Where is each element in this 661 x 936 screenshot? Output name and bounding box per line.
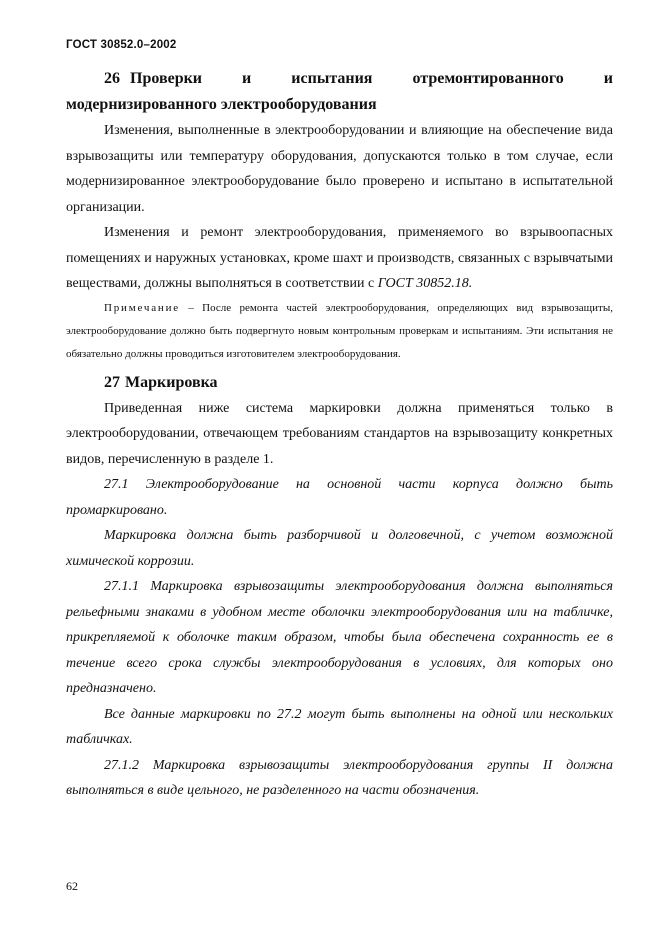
page-content xyxy=(66,66,613,804)
section-27-paragraph-1: Приведенная ниже система маркировки должна применяться только в электрооборудовании, отвечающем требованиям стандартов на взрывозащиту конкретных видов, перечисленную в разделе 1. xyxy=(66,400,613,467)
section-26-number: 26 xyxy=(104,70,120,87)
clause-27-1-1-continued: Все данные маркировки по 27.2 могут быть выполнены на одной или нескольких табличках. xyxy=(66,706,613,747)
clause-27-1-continued: Маркировка должна быть разборчивой и долговечной, с учетом возможной химической коррозии. xyxy=(66,528,613,569)
note-label: Примечание xyxy=(104,301,180,314)
section-27-heading xyxy=(66,370,613,396)
clause-27-1: 27.1 Электрооборудование на основной части корпуса должно быть промаркировано. xyxy=(66,477,613,518)
section-26-paragraph-1: Изменения, выполненные в электрооборудовании и влияющие на обеспечение вида взрывозащиты или температуру оборудования, допускаются только в том случае, если модернизированное электрооборудование было проверено и испытано в испытательной организации. xyxy=(66,123,613,215)
section-26-paragraph-2-text: Изменения и ремонт электрооборудования, применяемого во взрывоопасных помещениях и наружных установках, кроме шахт и производств, связанных с взрывчатыми веществами, должны выполняться в соответствии с xyxy=(66,225,613,291)
page-number: 62 xyxy=(66,879,78,893)
document-code-header: ГОСТ 30852.0–2002 xyxy=(66,39,177,51)
section-26-title: Проверки и испытания отремонтированного и модернизированного электрооборудования xyxy=(66,70,613,113)
section-26-note xyxy=(66,297,613,366)
standard-reference: ГОСТ 30852.18. xyxy=(377,276,473,291)
clause-27-1-2: 27.1.2 Маркировка взрывозащиты электрооборудования группы II должна выполняться в виде цельного, не разделенного на части обозначения. xyxy=(66,757,613,798)
section-26-heading xyxy=(66,66,613,118)
section-27-title: Маркировка xyxy=(125,373,218,391)
section-27-number: 27 xyxy=(104,373,120,391)
clause-27-1-1: 27.1.1 Маркировка взрывозащиты электрооборудования должна выполняться рельефными знаками в удобном месте оболочки электрооборудования или на табличке, прикрепляемой к оболочке таким образом, чтобы была обеспечена сохранность ее в течение всего срока службы электрооборудования в условиях, для которых оно предназначено. xyxy=(66,579,613,696)
section-26-paragraph-2 xyxy=(66,220,613,297)
note-text: – После ремонта частей электрооборудования, определяющих вид взрывозащиты, электрооборудование должно быть подвергнуто новым контрольным проверкам и испытаниям. Эти испытания не обязательно должны проводиться изготовителем электрооборудования. xyxy=(66,301,613,360)
